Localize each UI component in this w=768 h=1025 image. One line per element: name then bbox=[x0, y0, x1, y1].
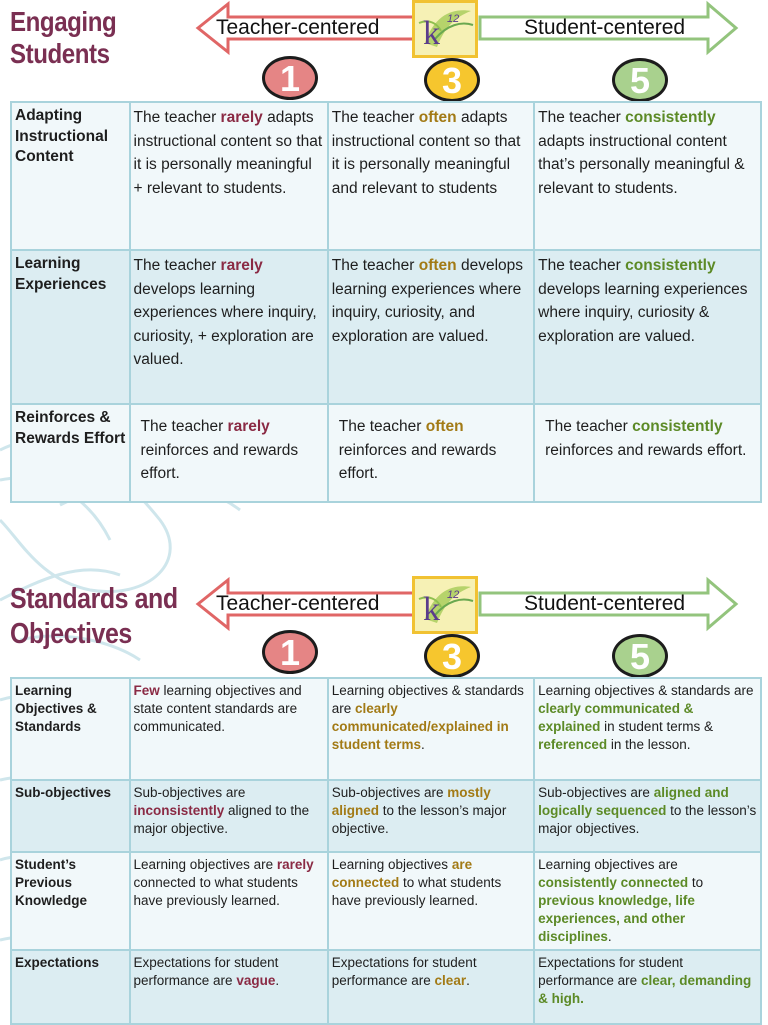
section-title-line1: Standards and bbox=[10, 583, 178, 615]
standards-objectives-rubric-table bbox=[10, 677, 762, 1025]
centered-scale-arrows bbox=[170, 576, 740, 634]
cell-keyword: clearly communicated/explained in student terms bbox=[331, 701, 509, 752]
cell-text: The teacher bbox=[140, 418, 228, 435]
cell-text: develops learning experiences where inquiry, curiosity & exploration are valued. bbox=[538, 280, 748, 345]
student-centered-label: Student-centered bbox=[524, 592, 686, 615]
level-5-cell bbox=[534, 852, 761, 950]
level-3-cell bbox=[328, 102, 534, 250]
row-label: Reinforces & Rewards Effort bbox=[11, 404, 130, 502]
cell-text: aligned to the major objective. bbox=[133, 803, 310, 836]
level-1-cell bbox=[130, 852, 328, 950]
level-5-cell bbox=[534, 950, 761, 1024]
k12-logo-12: 12 bbox=[447, 13, 460, 25]
cell-text: The teacher bbox=[538, 109, 626, 126]
cell-text: develops learning experiences where inquiry, curiosity, and exploration are valued. bbox=[331, 257, 524, 345]
level-3-cell bbox=[328, 852, 534, 950]
section-engaging-students bbox=[0, 0, 768, 510]
cell-text: adapts instructional content so that it is personally meaningful and relevant to students bbox=[331, 109, 521, 197]
section-title bbox=[10, 582, 178, 652]
cell-keyword: aligned and logically sequenced bbox=[538, 785, 729, 818]
cell-text: reinforces and rewards effort. bbox=[140, 441, 299, 482]
section-title-line1: Engaging bbox=[10, 6, 117, 37]
cell-text: adapts instructional content so that it is personally meaningful + relevant to students. bbox=[133, 109, 323, 197]
cell-text: The teacher bbox=[331, 257, 419, 274]
level-3-cell bbox=[328, 404, 534, 502]
cell-text: Expectations for student performance are bbox=[538, 955, 683, 988]
level-3-cell bbox=[328, 950, 534, 1024]
cell-text: Learning objectives bbox=[331, 857, 452, 872]
cell-text: Sub-objectives are bbox=[538, 785, 654, 800]
section-title-line2: Objectives bbox=[10, 618, 132, 650]
level-5-badge: 5 bbox=[612, 58, 668, 102]
student-centered-label: Student-centered bbox=[524, 16, 686, 39]
cell-text: in the lesson. bbox=[607, 737, 691, 752]
cell-keyword: rarely bbox=[220, 257, 263, 274]
table-row bbox=[11, 678, 761, 780]
cell-text: The teacher bbox=[538, 257, 626, 274]
table-row bbox=[11, 102, 761, 250]
level-5-cell bbox=[534, 780, 761, 852]
k12-logo-k: k bbox=[423, 591, 440, 628]
cell-keyword: vague bbox=[236, 973, 276, 988]
k12-logo bbox=[412, 576, 478, 634]
level-1-cell bbox=[130, 102, 328, 250]
cell-keyword: inconsistently bbox=[133, 803, 225, 818]
level-5-cell bbox=[534, 404, 761, 502]
row-label: Learning Objectives & Standards bbox=[11, 678, 130, 780]
table-row bbox=[11, 250, 761, 404]
cell-text: The teacher bbox=[133, 109, 221, 126]
cell-text: to what students have previously learned. bbox=[331, 875, 502, 908]
k12-logo-12: 12 bbox=[447, 589, 460, 601]
cell-keyword: rarely bbox=[220, 109, 263, 126]
cell-text: . bbox=[466, 973, 470, 988]
cell-text: reinforces and rewards effort. bbox=[338, 441, 497, 482]
engaging-students-rubric-table bbox=[10, 101, 762, 503]
row-label: Student’s Previous Knowledge bbox=[11, 852, 130, 950]
cell-text: Expectations for student performance are bbox=[133, 955, 279, 988]
cell-text: . bbox=[421, 737, 425, 752]
level-5-badge: 5 bbox=[612, 634, 668, 678]
cell-keyword: previous knowledge, life experiences, and other disciplines bbox=[538, 893, 695, 944]
table-row bbox=[11, 950, 761, 1024]
cell-text: learning objectives and state content standards are communicated. bbox=[133, 683, 302, 734]
cell-text: The teacher bbox=[545, 418, 633, 435]
cell-text: Expectations for student performance are bbox=[331, 955, 477, 988]
cell-text: The teacher bbox=[338, 418, 426, 435]
cell-text: develops learning experiences where inquiry, curiosity, + exploration are valued. bbox=[133, 280, 317, 368]
level-5-cell bbox=[534, 102, 761, 250]
cell-text: Learning objectives are bbox=[538, 857, 678, 872]
teacher-centered-label: Teacher-centered bbox=[216, 592, 380, 615]
level-1-badge: 1 bbox=[262, 630, 318, 674]
cell-text: in student terms & bbox=[600, 719, 713, 734]
level-1-cell bbox=[130, 250, 328, 404]
table-row bbox=[11, 852, 761, 950]
row-label: Adapting Instructional Content bbox=[11, 102, 130, 250]
cell-text: . bbox=[275, 973, 280, 988]
level-3-cell bbox=[328, 678, 534, 780]
row-label: Expectations bbox=[11, 950, 130, 1024]
level-3-cell bbox=[328, 780, 534, 852]
level-1-cell bbox=[130, 678, 328, 780]
cell-text: The teacher bbox=[133, 257, 221, 274]
table-row bbox=[11, 780, 761, 852]
cell-text: Learning objectives are bbox=[133, 857, 277, 872]
cell-keyword: clearly communicated & explained bbox=[538, 701, 694, 734]
section-title-line2: Students bbox=[10, 38, 110, 69]
cell-keyword: Few bbox=[133, 683, 160, 698]
level-1-cell bbox=[130, 780, 328, 852]
level-1-cell bbox=[130, 404, 328, 502]
cell-text: adapts instructional content that’s personally meaningful & relevant to students. bbox=[538, 132, 745, 197]
level-5-cell bbox=[534, 250, 761, 404]
cell-text: to the lesson’s major objectives. bbox=[538, 803, 757, 836]
level-3-badge: 3 bbox=[424, 58, 480, 102]
cell-text: connected to what students have previously learned. bbox=[133, 875, 298, 908]
k12-logo bbox=[412, 0, 478, 58]
level-5-cell bbox=[534, 678, 761, 780]
cell-keyword: mostly aligned bbox=[331, 785, 491, 818]
cell-text: to the lesson’s major objective. bbox=[331, 803, 507, 836]
row-label: Sub-objectives bbox=[11, 780, 130, 852]
section-standards-and-objectives bbox=[0, 576, 768, 1024]
level-1-badge: 1 bbox=[262, 56, 318, 100]
cell-keyword: consistently bbox=[625, 257, 716, 274]
teacher-centered-label: Teacher-centered bbox=[216, 16, 380, 39]
cell-keyword: clear, demanding & high. bbox=[538, 973, 752, 1006]
level-3-badge: 3 bbox=[424, 634, 480, 678]
level-1-cell bbox=[130, 950, 328, 1024]
cell-keyword: referenced bbox=[538, 737, 608, 752]
cell-text: . bbox=[607, 929, 612, 944]
row-label: Learning Experiences bbox=[11, 250, 130, 404]
cell-text: The teacher bbox=[331, 109, 419, 126]
cell-keyword: rarely bbox=[227, 418, 270, 435]
cell-keyword: consistently connected bbox=[538, 875, 689, 890]
cell-text: Learning objectives & standards are bbox=[538, 683, 754, 698]
table-row bbox=[11, 404, 761, 502]
cell-keyword: clear bbox=[434, 973, 467, 988]
cell-text: reinforces and rewards effort. bbox=[545, 441, 747, 459]
section-title bbox=[10, 6, 116, 70]
cell-keyword: consistently bbox=[632, 418, 723, 435]
k12-logo-k: k bbox=[423, 15, 440, 52]
centered-scale-arrows bbox=[170, 0, 740, 58]
cell-keyword: are connected bbox=[331, 857, 473, 890]
cell-keyword: often bbox=[418, 109, 457, 126]
cell-text: Sub-objectives are bbox=[331, 785, 448, 800]
cell-keyword: rarely bbox=[276, 857, 314, 872]
cell-keyword: consistently bbox=[625, 109, 716, 126]
cell-text: Sub-objectives are bbox=[133, 785, 246, 800]
cell-text: to bbox=[688, 875, 704, 890]
level-3-cell bbox=[328, 250, 534, 404]
cell-keyword: often bbox=[425, 418, 464, 435]
cell-keyword: often bbox=[418, 257, 457, 274]
cell-text: Learning objectives & standards are bbox=[331, 683, 524, 716]
